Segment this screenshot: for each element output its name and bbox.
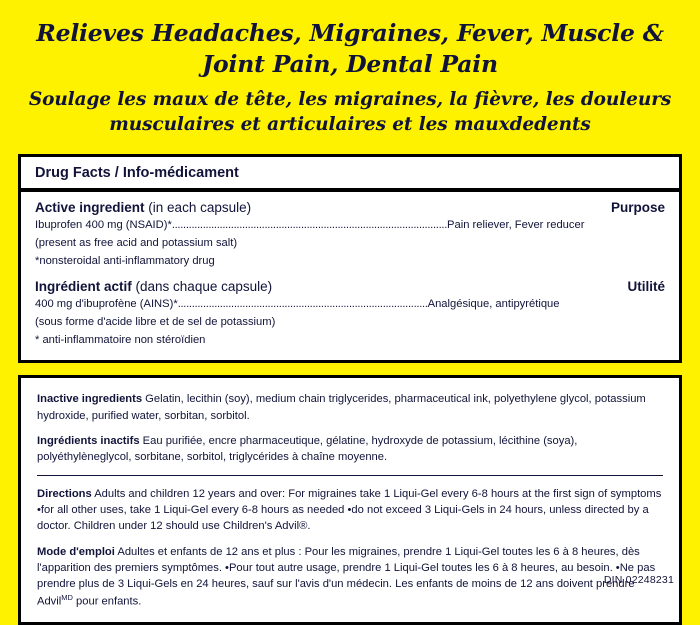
active-ingredient-qualifier-en: (in each capsule) bbox=[148, 199, 252, 215]
inactive-ingredients-fr-text: Eau purifiée, encre pharmaceutique, gélatine, hydroxyde de potassium, lécithine (soya), polyéthylèneglycol, sorbitane, sorbitol, triglycérides à chaîne moyenne. bbox=[37, 435, 578, 464]
headline-english: Relieves Headaches, Migraines, Fever, Muscle & Joint Pain, Dental Pain bbox=[36, 19, 664, 79]
directions-en-label: Directions bbox=[37, 487, 92, 500]
info-divider bbox=[37, 475, 663, 476]
purpose-value-fr: Analgésique, antipyrétique bbox=[427, 297, 560, 310]
active-ingredient-label-en bbox=[35, 200, 251, 215]
active-ingredient-label-fr-text: Ingrédient actif bbox=[35, 278, 132, 294]
drug-facts-title: Drug Facts / Info-médicament bbox=[35, 164, 239, 181]
purpose-label-fr: Utilité bbox=[627, 278, 665, 294]
active-ingredient-footnote-fr: * anti-inflammatoire non stéroïdien bbox=[35, 334, 206, 347]
directions-fr-superscript: MD bbox=[61, 592, 73, 602]
directions-fr-text-a: Adultes et enfants de 12 ans et plus : Pour les migraines, prendre 1 Liqui-Gel toutes les 6 à 8 heures, dès l'apparition des premiers symptômes. •Pour tout autre usage, prendre 1 Liqui-Gel toutes les 6 à 8 heures, au besoin. •Ne pas prendre plus de 3 Liqui-Gels en 24 heures, sauf sur l'avis d'un médecin. Les enfants de moins de 12 ans doivent prendre Advil bbox=[37, 545, 656, 608]
directions-en-text: Adults and children 12 years and over: For migraines take 1 Liqui-Gel every 6-8 hours at the first sign of symptoms •for all other uses, take 1 Liqui-Gel every 6-8 hours as needed •do not exceed 3 Liqui-Gels in 24 hours, unless directed by a doctor. Children under 12 should use Children's Advil®. bbox=[37, 487, 662, 533]
inactive-ingredients-en-label: Inactive ingredients bbox=[37, 393, 143, 406]
active-ingredient-detail-fr bbox=[35, 296, 665, 312]
directions-fr-text-b: pour enfants. bbox=[72, 595, 142, 608]
drug-facts-panel bbox=[18, 154, 682, 363]
active-ingredient-detail-en bbox=[35, 217, 665, 233]
section-spacer bbox=[35, 270, 665, 279]
active-ingredient-qualifier-fr: (dans chaque capsule) bbox=[135, 278, 273, 294]
headline-french: Soulage les maux de tête, les migraines, la fièvre, les douleurs musculaires et articulaires et les mauxdedents bbox=[28, 89, 672, 135]
active-ingredient-footnote-en: *nonsteroidal anti-inflammatory drug bbox=[35, 255, 215, 268]
active-ingredient-label-en-text: Active ingredient bbox=[35, 199, 145, 215]
active-ingredient-heading-fr bbox=[35, 279, 665, 294]
active-ingredient-name-en: Ibuprofen 400 mg (NSAID)* bbox=[35, 218, 172, 231]
drug-facts-body bbox=[21, 192, 679, 360]
din-number: DIN 02248231 bbox=[603, 574, 674, 586]
directions-fr-label: Mode d'emploi bbox=[37, 545, 115, 558]
purpose-label-en: Purpose bbox=[610, 199, 665, 215]
additional-info-panel bbox=[18, 375, 682, 625]
inactive-ingredients-en bbox=[37, 391, 663, 424]
headline-block bbox=[18, 0, 682, 138]
leader-dots-fr: ......................................................................................... bbox=[177, 297, 428, 310]
active-ingredient-note-en: (present as free acid and potassium salt) bbox=[35, 237, 238, 250]
purpose-value-en: Pain reliever, Fever reducer bbox=[447, 218, 585, 231]
active-ingredient-note-fr: (sous forme d'acide libre et de sel de potassium) bbox=[35, 315, 276, 328]
leader-dots-en: .................................................................................................. bbox=[171, 218, 448, 231]
inactive-ingredients-en-text: Gelatin, lecithin (soy), medium chain triglycerides, pharmaceutical ink, polyethylene glycol, potassium hydroxide, purified water, sorbitan, sorbitol. bbox=[37, 393, 646, 422]
inactive-ingredients-fr-label: Ingrédients inactifs bbox=[37, 435, 140, 448]
active-ingredient-heading-en bbox=[35, 200, 665, 215]
directions-en bbox=[37, 486, 663, 535]
active-ingredient-label-fr bbox=[35, 279, 272, 294]
inactive-ingredients-fr bbox=[37, 433, 663, 466]
active-ingredient-name-fr: 400 mg d'ibuprofène (AINS)* bbox=[35, 297, 178, 310]
